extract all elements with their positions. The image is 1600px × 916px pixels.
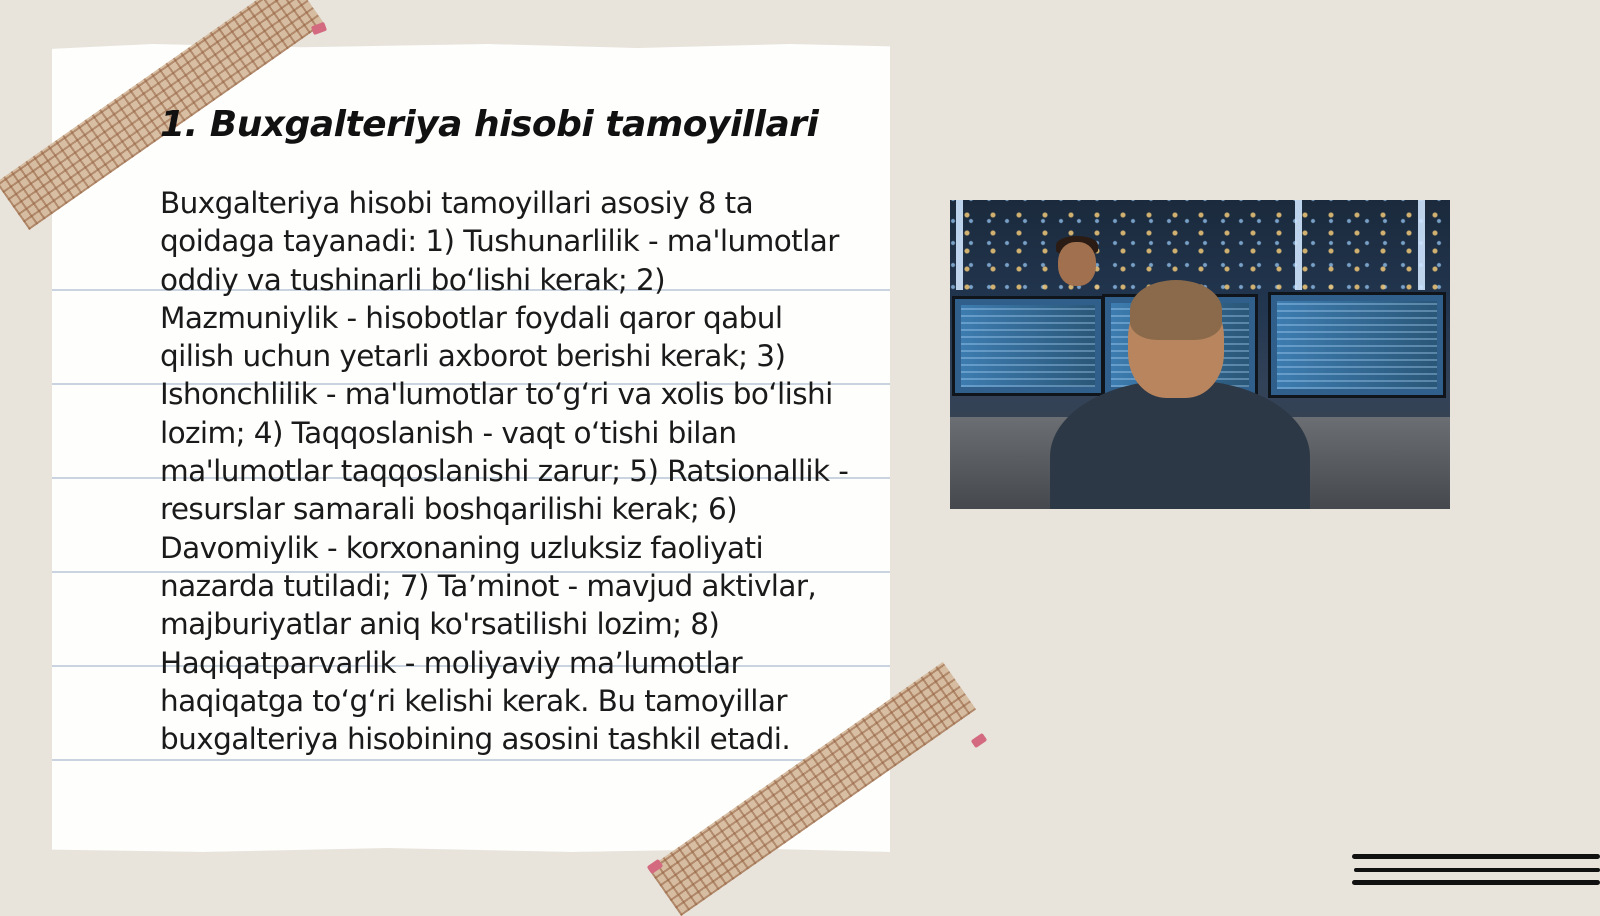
slide-title: 1. Buxgalteriya hisobi tamoyillari: [160, 104, 819, 145]
light-bar: [956, 200, 963, 290]
tape-corner-accent: [971, 733, 988, 748]
ruled-line: [52, 759, 890, 761]
brush-stroke-line: [1354, 868, 1600, 872]
programmers-photo: [950, 200, 1450, 509]
monitor: [952, 296, 1104, 396]
person-hoodie: [1050, 380, 1310, 509]
person-front-face: [1058, 242, 1096, 286]
monitor: [1268, 292, 1446, 398]
light-bar: [1295, 200, 1302, 290]
server-lights: [950, 200, 1450, 295]
brush-stroke-line: [1352, 880, 1600, 885]
person-hair: [1130, 280, 1222, 340]
slide-body-text: Buxgalteriya hisobi tamoyillari asosiy 8 ta qoidaga tayanadi: 1) Tushunarlilik - ma'lumotlar oddiy va tushinarli boʻlishi kerak; 2) Mazmuniylik - hisobotlar foydali qaror qabul qilish uchun yetarli axborot berishi kerak; 3) Ishonchlilik - ma'lumotlar toʻgʻri va xolis boʻlishi lozim; 4) Taqqoslanish - vaqt oʻtishi bilan ma'lumotlar taqqoslanishi zarur; 5) Ratsionallik - resurslar samarali boshqarilishi kerak; 6) Davomiylik - korxonaning uzluksiz faoliyati nazarda tutiladi; 7) Taʼminot - mavjud aktivlar, majburiyatlar aniq ko'rsatilishi lozim; 8) Haqiqatparvarlik - moliyaviy maʼlumotlar haqiqatga toʻgʻri kelishi kerak. Bu tamoyillar buxgalteriya hisobining asosini tashkil etadi.: [160, 186, 849, 757]
light-bar: [1418, 200, 1425, 290]
brush-stroke-line: [1352, 854, 1600, 859]
